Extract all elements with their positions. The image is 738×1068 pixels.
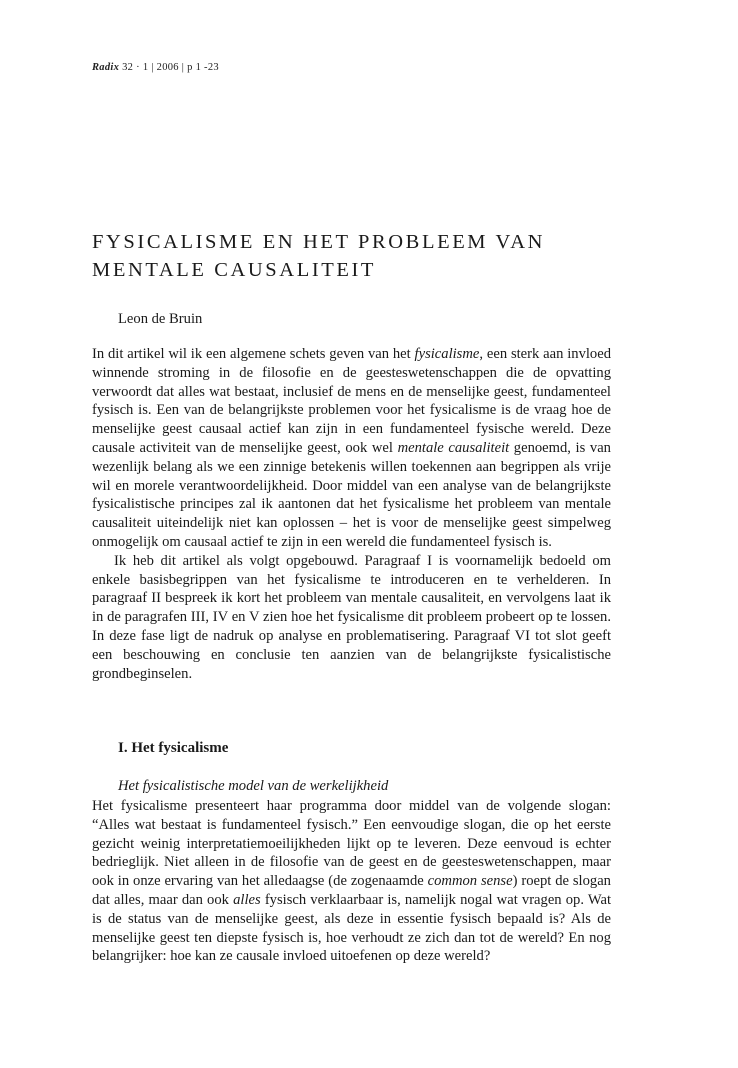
journal-name: Radix	[92, 62, 120, 73]
author-name: Leon de Bruin	[118, 311, 203, 327]
title-line-2: MENTALE CAUSALITEIT	[92, 259, 377, 281]
abstract-paragraph-2: Ik heb dit artikel als volgt opgebouwd. Paragraaf I is voornamelijk bedoeld om enkele basisbegrippen van het fysicalisme te introduceren en te verhelderen. In paragraaf II bespreek ik kort het probleem van mentale causaliteit, en vervolgens laat ik in de paragrafen III, IV en V zien hoe het fysicalisme dit probleem probeert op te lossen. In deze fase ligt de nadruk op analyse en problematisering. Paragraaf VI tot slot geeft een beschouwing en conclusie ten aanzien van de belangrijkste fysicalistische grondbeginselen.	[92, 552, 611, 682]
text-run: ) roept de slogan dat alles, maar dan ook	[92, 873, 611, 908]
abstract-paragraph-1	[92, 345, 611, 552]
text-run: genoemd, is van wezenlijk belang als we een zinnige betekenis willen toekennen aan begrippen als vrije wil en morele verantwoordelijkheid. Door middel van een analyse van de belangrijkste fysicalistische principes zal ik aantonen dat het fysicalisme het probleem van mentale causaliteit uiteindelijk niet kan oplossen – het is voor de menselijke geest simpelweg onmogelijk om causaal actief te zijn in een wereld die fundamenteel fysisch is.	[92, 439, 611, 550]
section-body	[92, 797, 611, 966]
text-run: In dit artikel wil ik een algemene schets geven van het	[92, 346, 415, 362]
emphasis-fysicalisme: fysicalisme	[414, 346, 480, 362]
article-title	[92, 228, 652, 284]
text-run: Het fysicalisme presenteert haar programma door middel van de volgende slogan: “Alles wat bestaat is fundamenteel fysisch.” Een eenvoudige slogan, die op het eerste gezicht weinig interpretatiemoeilijkheden lijkt op te leveren. Deze eenvoud is echter bedrieglijk. Niet alleen in de filosofie van de geest en de geesteswetenschappen, maar ook in onze ervaring van het alledaagse (de zogenaamde	[92, 798, 611, 890]
emphasis-common-sense: common sense	[427, 873, 513, 890]
section-subheading: Het fysicalistische model van de werkelijkheid	[118, 778, 389, 794]
running-head	[92, 62, 219, 73]
text-run: , een sterk aan invloed winnende stroming in de filosofie en de geesteswetenschappen die de opvatting verwoordt dat alles wat bestaat, inclusief de mens en de menselijke geest, fundamenteel fysisch is. Een van de belangrijkste problemen voor het fysicalisme is de vraag hoe de menselijke geest causaal actief kan zijn in een fundamenteel fysische wereld. Deze causale activiteit van de menselijke geest, ook wel	[92, 346, 611, 456]
title-line-1: FYSICALISME EN HET PROBLEEM VAN	[92, 231, 546, 253]
citation-info: 32 · 1 | 2006 | p 1 -23	[119, 62, 219, 73]
emphasis-alles: alles	[233, 891, 261, 908]
emphasis-mentale-causaliteit: mentale causaliteit	[397, 439, 510, 456]
section-paragraph	[92, 797, 611, 966]
text-run: fysisch verklaarbaar is, namelijk nogal wat vragen op. Wat is de status van de menselijke geest, als deze in essentie fysisch bepaald is? Als de menselijke geest ten diepste fysisch is, hoe verhoudt ze zich dan tot de wereld? En nog belangrijker: hoe kan ze causale invloed uitoefenen op deze wereld?	[92, 891, 612, 965]
section-heading: I. Het fysicalisme	[118, 740, 229, 756]
abstract	[92, 345, 611, 683]
